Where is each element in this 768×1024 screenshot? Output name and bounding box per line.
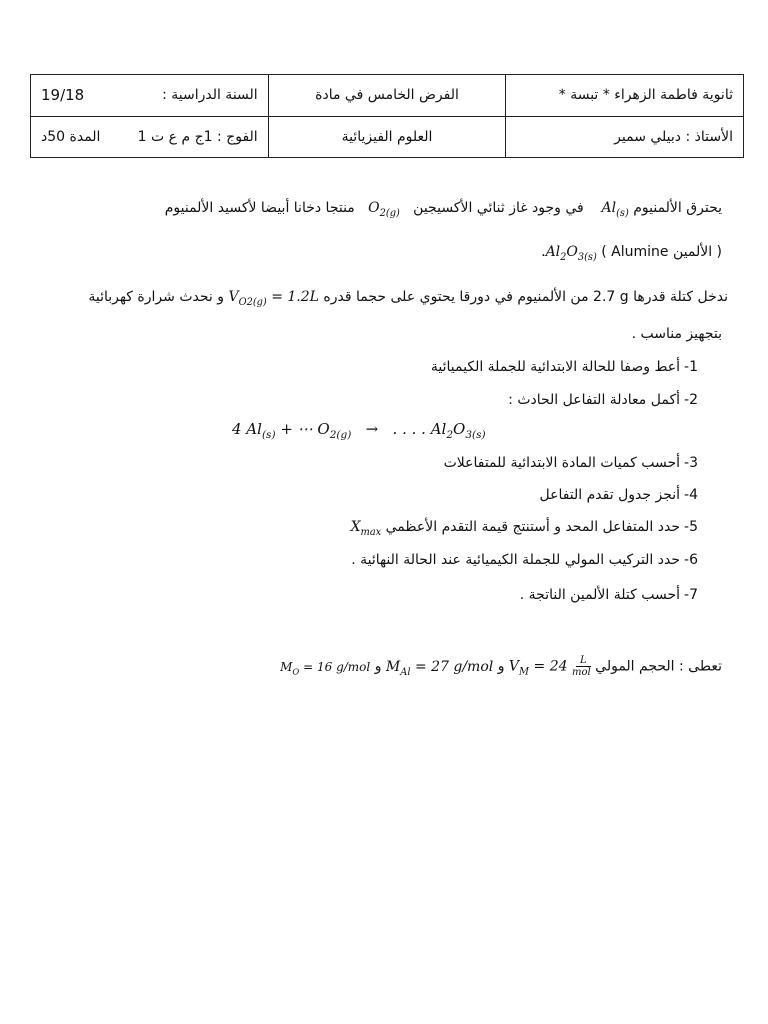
molar-mass-al: $M_{Al} = 27$ g/mol — [385, 658, 494, 678]
school-year-cell — [31, 75, 269, 117]
exam-title: الفرض الخامس في مادة — [315, 87, 459, 104]
given-label: تعطى : الحجم المولي — [595, 658, 722, 675]
header-table — [30, 74, 744, 158]
alumina-formula: $Al_2O_{3(s)}$ — [545, 244, 597, 263]
intro-line-4 — [632, 326, 722, 342]
school-name: ثانوية فاطمة الزهراء * تبسة * — [558, 87, 733, 104]
and-1: و — [497, 658, 505, 675]
xmax-symbol: $X_{max}$ — [350, 519, 382, 538]
intro-line-2 — [541, 244, 722, 263]
given-data — [280, 655, 722, 678]
school-year-value: 19/18 — [41, 86, 85, 105]
volume-symbol: $V_{O2(g)} = 1.2L$ — [228, 289, 319, 308]
subject-name: العلوم الفيزيائية — [341, 128, 433, 145]
teacher-name: الأستاذ : دبيلي سمير — [614, 128, 733, 145]
and-2: و — [374, 658, 382, 675]
question-6: 6-حدد التركيب المولي للجملة الكيميائية عند الحالة النهائية . — [351, 552, 698, 568]
intro-line-3 — [88, 289, 728, 308]
subject-cell — [268, 116, 506, 158]
intro-text-2a: ( الألمين Alumine ) — [601, 244, 722, 260]
intro-text-1c: منتجا دخانا أبيضا لأكسيد الألمنيوم — [164, 200, 355, 216]
question-1: 1-أعط وصفا للحالة الابتدائية للجملة الكيميائية — [430, 359, 698, 375]
intro-text-3a: ندخل كتلة قدرها — [633, 289, 728, 305]
intro-text-3b: من الألمنيوم في دورقا يحتوي على حجما قدره — [323, 289, 589, 305]
intro-text-3c: و نحدث شرارة كهربائية — [88, 289, 224, 305]
question-4: 4-أنجز جدول تقدم التفاعل — [539, 487, 698, 503]
intro-line-1 — [165, 200, 722, 219]
question-2: 2-أكمل معادلة التفاعل الحادث : — [508, 392, 698, 408]
class-label: الفوج : 1ج م ع ت 1 — [137, 128, 258, 145]
molar-mass-o: $M_O = 16$ g/mol — [280, 659, 371, 676]
teacher-cell — [506, 116, 744, 158]
question-5: 5-حدد المتفاعل المحد و أستنتج قيمة التقدم الأعظمي $X_{max}$ — [350, 519, 698, 538]
al-symbol: $Al_{(s)}$ — [601, 200, 629, 219]
intro-text-4: بتجهيز مناسب . — [631, 326, 722, 342]
question-7: 7-أحسب كتلة الألمين الناتجة . — [519, 587, 698, 603]
mass-value: 2.7 g — [593, 289, 629, 305]
class-duration-cell — [31, 116, 269, 158]
reaction-equation: 4 $Al_{(s)}$ + ⋯ $O_{2(g)}$ → . . . . $Al_2O_{3(s)}$ — [232, 420, 486, 441]
question-3: 3-أحسب كميات المادة الابتدائية للمتفاعلات — [443, 455, 698, 471]
exam-title-cell — [268, 75, 506, 117]
o2-symbol: $O_{2(g)}$ — [368, 200, 400, 219]
intro-line-2-end: . — [541, 244, 546, 260]
school-year-label: السنة الدراسية : — [162, 87, 258, 104]
intro-text-1a: يحترق الألمنيوم — [633, 200, 722, 216]
duration-label: المدة 50د — [41, 128, 101, 145]
molar-volume: $V_M = 24$ $\frac{L}{\text{mol}}$ — [508, 655, 591, 678]
intro-text-1b: في وجود غاز ثنائي الأكسيجين — [413, 200, 584, 216]
school-cell — [506, 75, 744, 117]
